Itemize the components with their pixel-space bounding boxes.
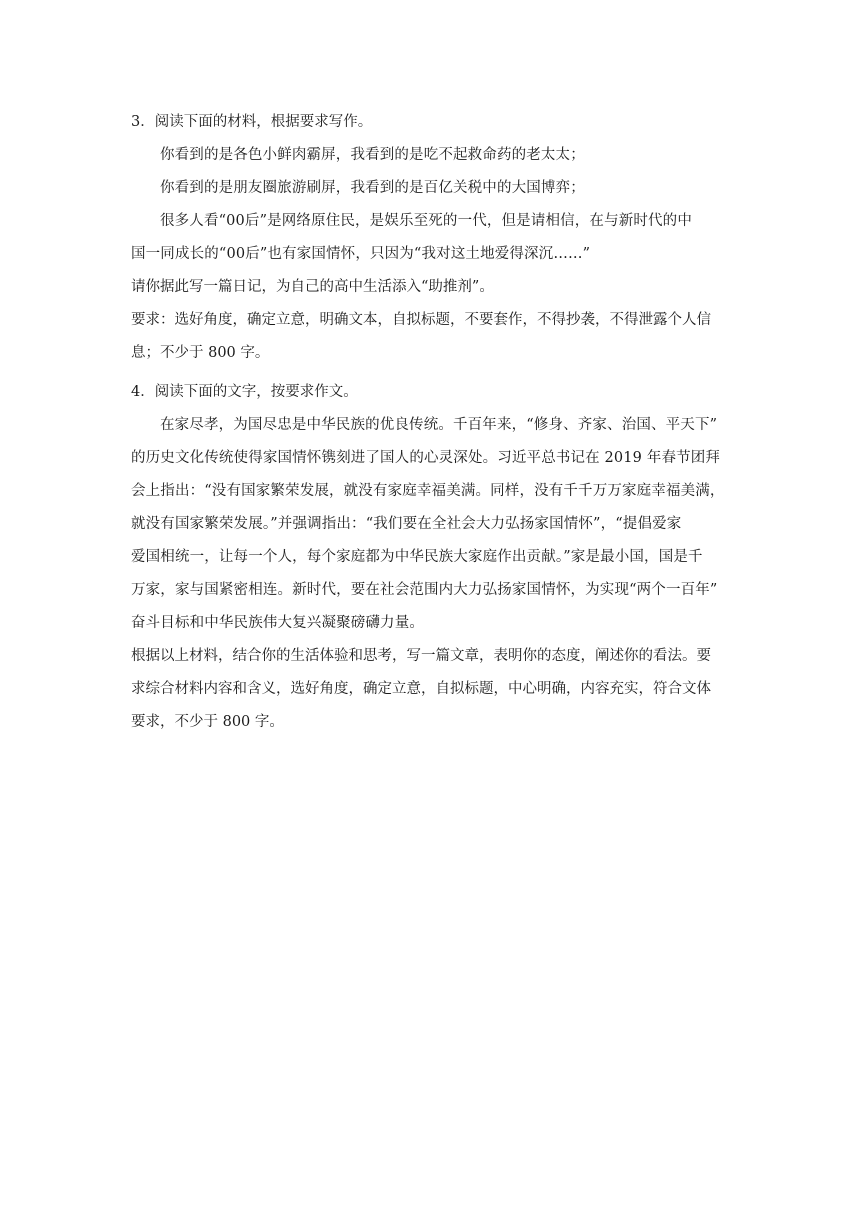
question-4-material-line: 会上指出：“没有国家繁荣发展，就没有家庭幸福美满。同样，没有千千万万家庭幸福美满， <box>131 483 725 499</box>
question-4-requirement-line: 要求，不少于 800 字。 <box>131 714 284 730</box>
question-4-requirement-line: 根据以上材料，结合你的生活体验和思考，写一篇文章，表明你的态度，阐述你的看法。要 <box>131 648 711 664</box>
question-4 <box>131 376 731 739</box>
question-4-requirement-line: 求综合材料内容和含义，选好角度，确定立意，自拟标题，中心明确，内容充实，符合文体 <box>131 681 711 697</box>
question-3-material-line: 很多人看“00后”是网络原住民，是娱乐至死的一代，但是请相信，在与新时代的中 <box>160 213 692 229</box>
question-4-material-line: 爱国相统一，让每一个人，每个家庭都为中华民族大家庭作出贡献。”家是最小国，国是千 <box>131 549 703 565</box>
question-4-material-line: 万家，家与国紧密相连。新时代，要在社会范围内大力弘扬家国情怀，为实现“两个一百年” <box>131 582 718 598</box>
question-3-material-line: 你看到的是朋友圈旅游刷屏，我看到的是百亿关税中的大国博弈； <box>160 180 585 196</box>
question-4-heading: 4．阅读下面的文字，按要求作文。 <box>131 384 358 400</box>
question-4-material-line: 的历史文化传统使得家国情怀镌刻进了国人的心灵深处。习近平总书记在 2019 年春节团拜 <box>131 450 721 466</box>
question-4-material-line: 奋斗目标和中华民族伟大复兴凝聚磅礴力量。 <box>131 615 424 631</box>
question-3-requirement-line: 要求：选好角度，确定立意，明确文本，自拟标题，不要套作，不得抄袭，不得泄露个人信 <box>131 312 711 328</box>
question-3-task: 请你据此写一篇日记，为自己的高中生活添入“助推剂”。 <box>131 279 494 295</box>
question-3-material-line: 你看到的是各色小鲜肉霸屏，我看到的是吃不起救命药的老太太； <box>160 147 585 163</box>
question-3-requirement-line: 息；不少于 800 字。 <box>131 345 270 361</box>
question-3 <box>131 106 731 370</box>
question-3-material-line: 国一同成长的“00后”也有家国情怀，只因为“我对这土地爱得深沉……” <box>131 246 591 262</box>
question-3-heading: 3．阅读下面的材料，根据要求写作。 <box>131 114 373 130</box>
question-4-material-line: 在家尽孝，为国尽忠是中华民族的优良传统。千百年来，“修身、齐家、治国、平天下” <box>160 417 718 433</box>
question-4-material-line: 就没有国家繁荣发展。”并强调指出：“我们要在全社会大力弘扬家国情怀”，“提倡爱家 <box>131 516 682 532</box>
